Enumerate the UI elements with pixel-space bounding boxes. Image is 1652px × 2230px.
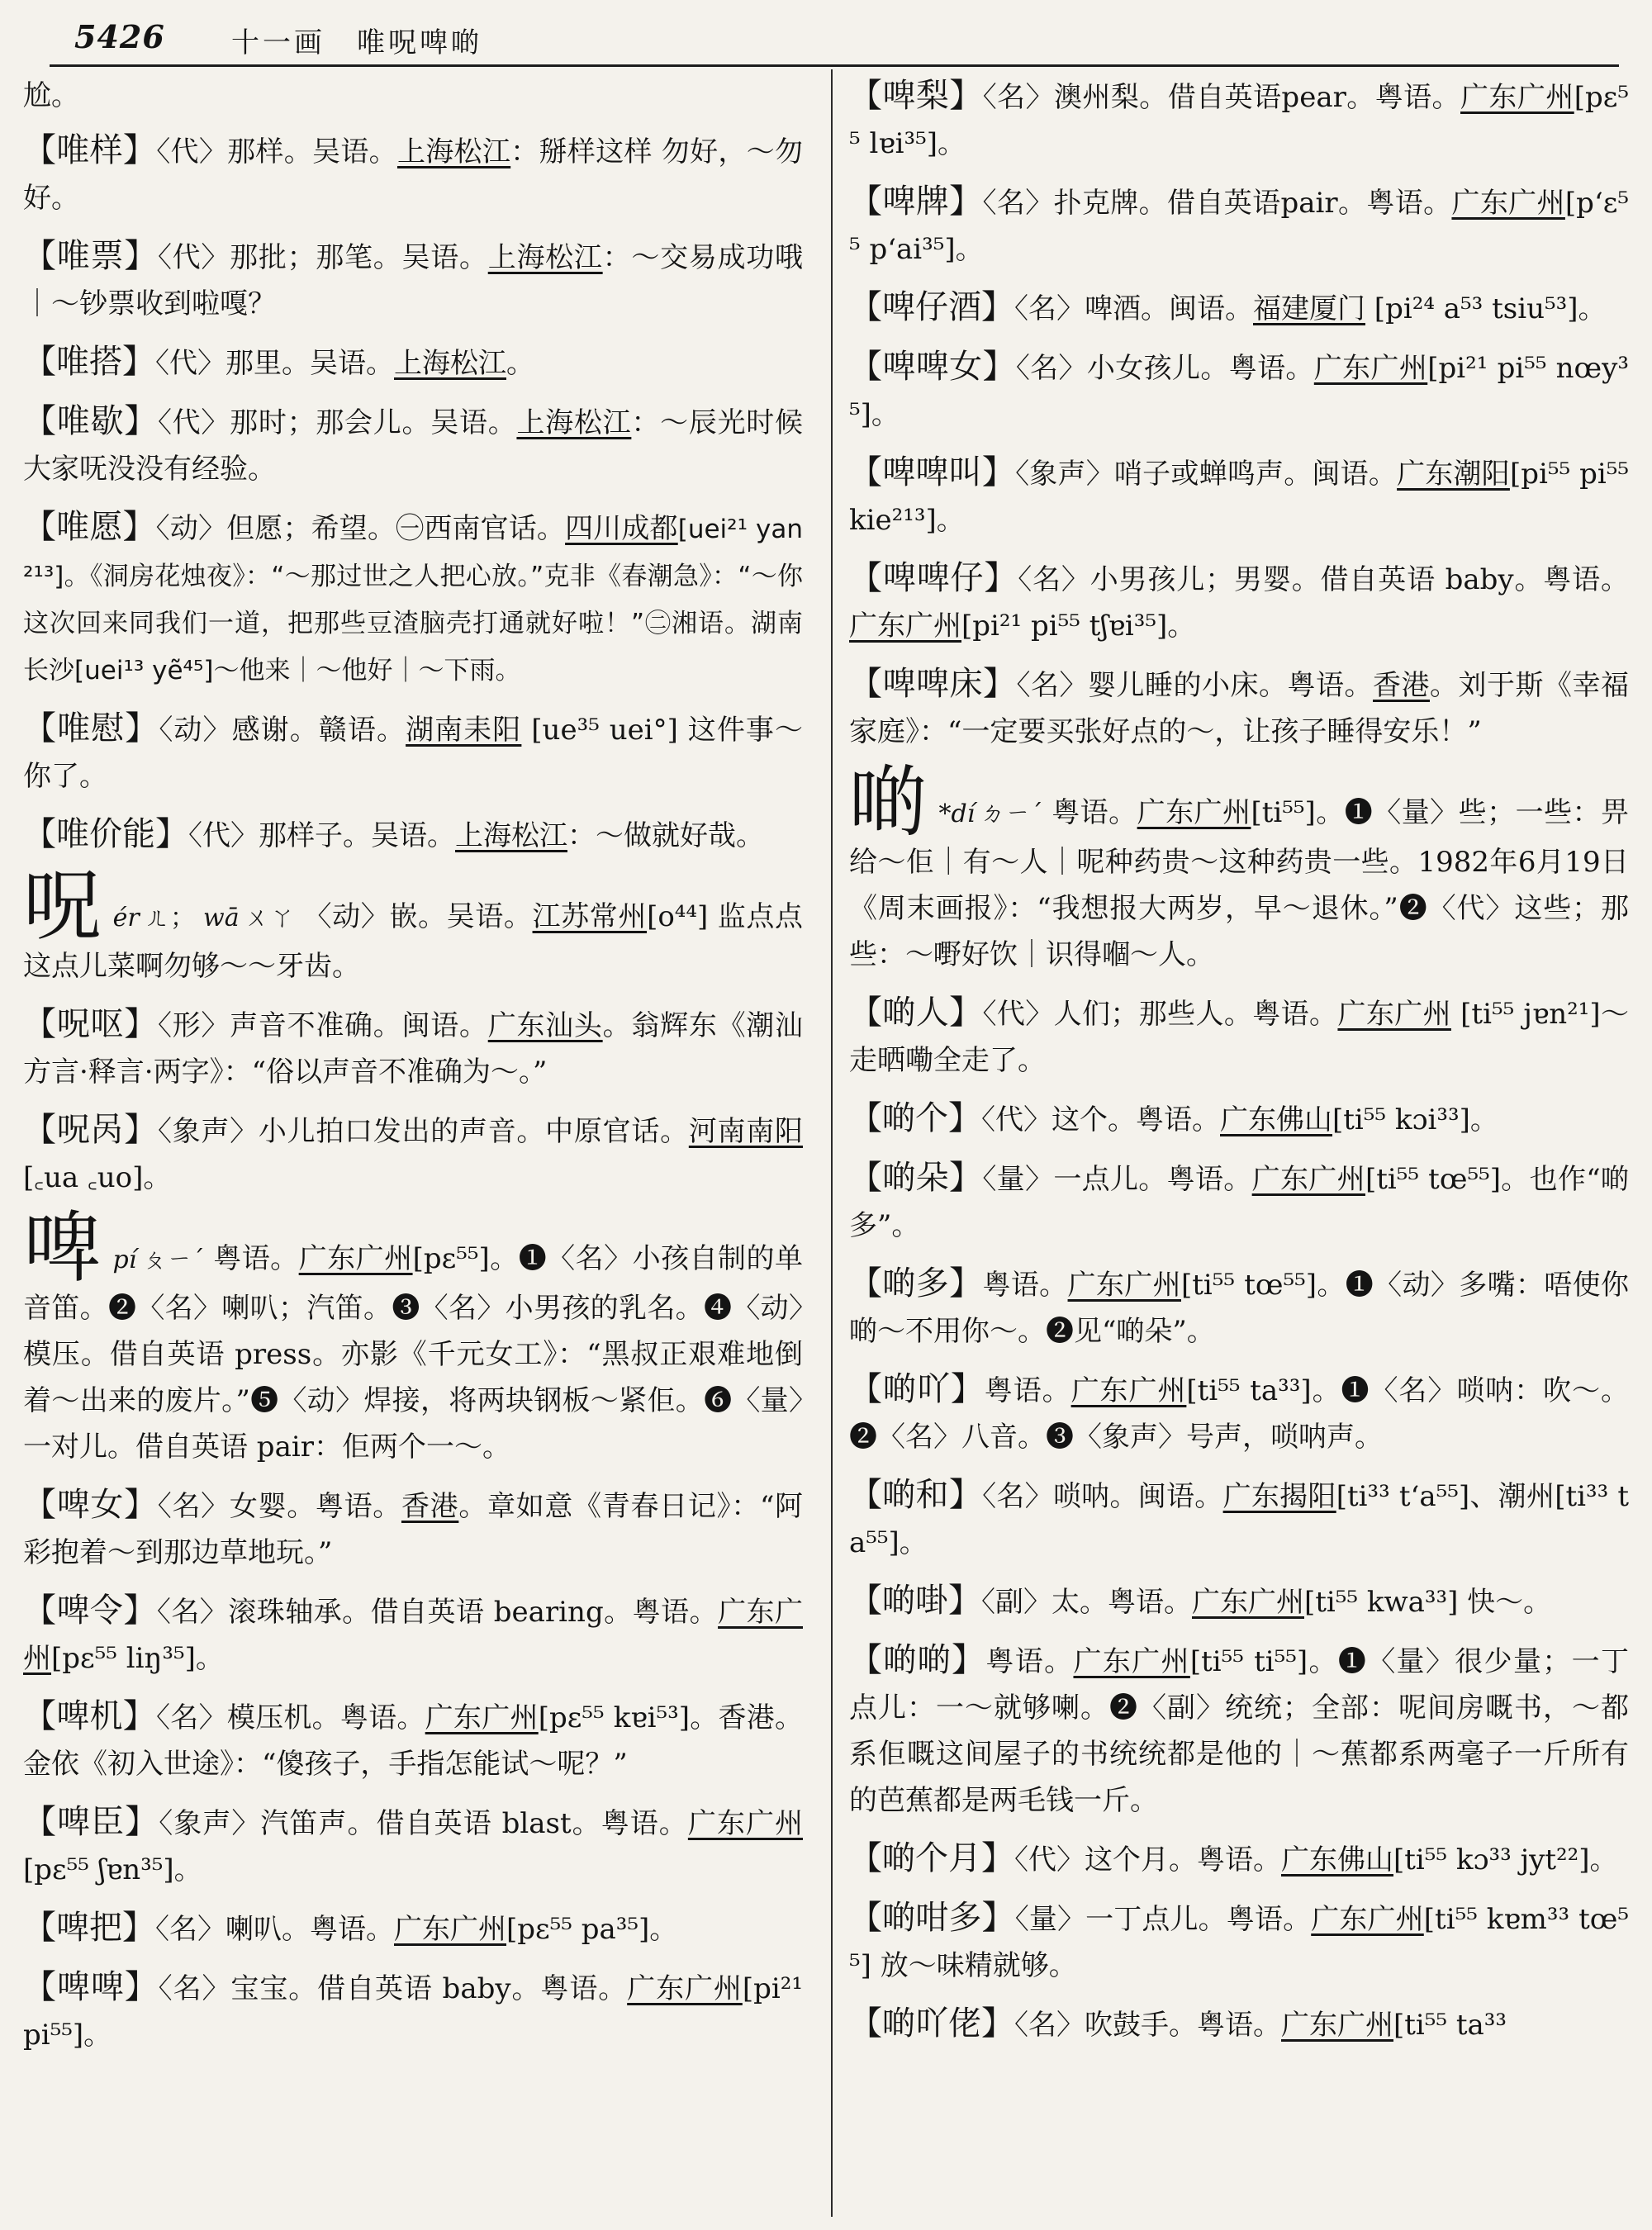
headword: 【啤啤床】 bbox=[849, 665, 1017, 703]
dictionary-entry: 【唯愿】〈动〉但愿；希望。㊀西南官话。四川成都[uei²¹ yan²¹³]。《洞房花烛夜》：“～那过世之人把心放。”克非《春潮急》：“～你这次回来同我们一道，把那些豆渣脑壳打通就好啦！”㊁湘语。湖南长沙[uei¹³ yẽ⁴⁵]～他来｜～他好｜～下雨。 bbox=[23, 508, 804, 686]
headword: 【唯愿】 bbox=[23, 508, 156, 546]
headword: 【唯价能】 bbox=[23, 815, 188, 853]
character-entry: 啲 *dí ㄉㄧˊ 粤语。广东广州[ti⁵⁵]。❶〈量〉些；一些：畀给～佢｜有～人｜呢种药贵～这种药贵一些。1982年6月19日《周末画报》：“我想报大两岁，早～退休。”❷〈代〉这些；那些：～嘢好饮｜识得嗰～人。 bbox=[849, 757, 1630, 971]
character-headword: 呪 bbox=[23, 861, 102, 951]
dictionary-entry: 【啤机】〈名〉模压机。粤语。广东广州[pɛ⁵⁵ kɐi⁵³]。香港。金依《初入世途》：“傻孩子，手指怎能试～呢？” bbox=[23, 1697, 804, 1781]
headword: 【啤啤叫】 bbox=[849, 453, 1016, 491]
zhuyin-alt: ㄨㄚ bbox=[244, 904, 296, 932]
place-name: 广东广州 bbox=[1073, 1645, 1190, 1678]
place-name: 广东广州 bbox=[627, 1972, 743, 2005]
place-name: 四川成都 bbox=[565, 512, 678, 545]
place-name: 广东广州 bbox=[1451, 187, 1565, 220]
headword: 【啲吖】 bbox=[849, 1370, 985, 1408]
page-title: 十一画 唯呪啤啲 bbox=[231, 26, 482, 59]
headword: 【唯搭】 bbox=[23, 343, 155, 381]
headword: 【啤牌】 bbox=[849, 183, 983, 221]
headword: 【啲朵】 bbox=[849, 1159, 983, 1197]
dictionary-entry: 【啤女】〈名〉女婴。粤语。香港。章如意《青春日记》：“阿彩抱着～到那边草地玩。” bbox=[23, 1486, 804, 1569]
headword: 【啲和】 bbox=[849, 1476, 983, 1514]
dictionary-entry: 【唯票】〈代〉那批；那笔。吴语。上海松江：～交易成功哦｜～钞票收到啦嘎？ bbox=[23, 237, 804, 320]
continuation-text: 尬。 bbox=[23, 79, 79, 112]
place-name: 香港 bbox=[401, 1490, 459, 1523]
dictionary-entry: 【啲个】〈代〉这个。粤语。广东佛山[ti⁵⁵ kɔi³³]。 bbox=[849, 1099, 1498, 1137]
place-name: 广东广州 bbox=[1251, 1163, 1365, 1196]
dictionary-entry: 【唯慰】〈动〉感谢。赣语。湖南耒阳 [ue³⁵ uei°] 这件事～你了。 bbox=[23, 709, 804, 793]
place-name: 广东广州 bbox=[394, 1913, 506, 1946]
pinyin-alt: wā bbox=[203, 904, 240, 932]
dictionary-entry: 【唯歇】〈代〉那时；那会儿。吴语。上海松江：～辰光时候大家呒没没有经验。 bbox=[23, 402, 804, 486]
dictionary-entry: 【呪呕】〈形〉声音不准确。闽语。广东汕头。翁辉东《潮汕方言·释言·两字》：“俗以声音不准确为～。” bbox=[23, 1005, 804, 1089]
pinyin: ér bbox=[112, 904, 140, 932]
dictionary-entry: 【啤啤叫】〈象声〉哨子或蝉鸣声。闽语。广东潮阳[pi⁵⁵ pi⁵⁵ kie²¹³]。 bbox=[849, 453, 1630, 537]
headword: 【啤仔酒】 bbox=[849, 288, 1014, 326]
dictionary-entry: 【啤牌】〈名〉扑克牌。借自英语pair。粤语。广东广州[pʻɛ⁵⁵ pʻai³⁵]。 bbox=[849, 183, 1630, 266]
dictionary-entry: 【唯样】〈代〉那样。吴语。上海松江：掰样这样 勿好，～勿好。 bbox=[23, 131, 804, 215]
place-name: 广东汕头 bbox=[487, 1009, 603, 1042]
dictionary-entry: 【啤啤床】〈名〉婴儿睡的小床。粤语。香港。刘于斯《幸福家庭》：“一定要买张好点的～，让孩子睡得安乐！” bbox=[849, 665, 1629, 748]
dictionary-entry: 【啲朵】〈量〉一点儿。粤语。广东广州[ti⁵⁵ tœ⁵⁵]。也作“啲多”。 bbox=[849, 1159, 1630, 1242]
headword: 【啤女】 bbox=[23, 1486, 158, 1524]
dictionary-entry: 【啲啩】〈副〉太。粤语。广东广州[ti⁵⁵ kwa³³] 快～。 bbox=[849, 1582, 1552, 1620]
dictionary-entry: 【啤啤女】〈名〉小女孩儿。粤语。广东广州[pi²¹ pi⁵⁵ nœy³⁵]。 bbox=[849, 348, 1630, 431]
headword: 【啤啤仔】 bbox=[849, 559, 1018, 597]
dictionary-entry: 【啤把】〈名〉喇叭。粤语。广东广州[pɛ⁵⁵ pa³⁵]。 bbox=[23, 1909, 678, 1947]
headword: 【啲个月】 bbox=[849, 1839, 1014, 1877]
dictionary-entry: 【啤仔酒】〈名〉啤酒。闽语。福建厦门 [pi²⁴ a⁵³ tsiu⁵³]。 bbox=[849, 288, 1607, 326]
place-name: 广东广州 bbox=[425, 1701, 539, 1734]
dictionary-entry: 【唯价能】〈代〉那样子。吴语。上海松江：～做就好哉。 bbox=[23, 815, 764, 853]
headword: 【啲多】 bbox=[849, 1264, 983, 1302]
dictionary-entry: 【啤令】〈名〉滚珠轴承。借自英语 bearing。粤语。广东广州[pɛ⁵⁵ liŋ³⁵]。 bbox=[23, 1592, 803, 1675]
place-name: 广东潮阳 bbox=[1397, 458, 1510, 491]
headword: 【啤梨】 bbox=[849, 77, 983, 115]
headword: 【唯歇】 bbox=[23, 402, 158, 440]
place-name: 香港 bbox=[1373, 669, 1430, 702]
dictionary-entry: 【啤啤】〈名〉宝宝。借自英语 baby。粤语。广东广州[pi²¹ pi⁵⁵]。 bbox=[23, 1968, 803, 2052]
place-name: 广东揭阳 bbox=[1222, 1480, 1336, 1513]
dictionary-entry: 【啲啲】粤语。广东广州[ti⁵⁵ ti⁵⁵]。❶〈量〉很少量；一丁点儿：一～就够喇。❷〈副〉统统；全部：呢间房嘅书，～都系佢嘅这间屋子的书统统都是他的｜～蕉都系两毫子一斤所有的芭蕉都是两毛钱一斤。 bbox=[849, 1641, 1630, 1817]
place-name: 广东广州 bbox=[1281, 2009, 1393, 2042]
dictionary-entry: 【啤梨】〈名〉澳州梨。借自英语pear。粤语。广东广州[pɛ⁵⁵ lɐi³⁵]。 bbox=[849, 77, 1629, 160]
place-name: 湖南耒阳 bbox=[406, 714, 522, 747]
headword: 【啤机】 bbox=[23, 1697, 157, 1735]
place-name: 广东广州 bbox=[1337, 998, 1451, 1031]
character-headword: 啲 bbox=[849, 757, 928, 847]
dictionary-entry: 【啤臣】〈象声〉汽笛声。借自英语 blast。粤语。广东广州[pɛ⁵⁵ ʃɐn³⁵]。 bbox=[23, 1803, 803, 1886]
place-name: 福建厦门 bbox=[1253, 292, 1365, 325]
place-name: 广东佛山 bbox=[1220, 1103, 1332, 1136]
headword: 【唯慰】 bbox=[23, 709, 159, 747]
zhuyin: ㄦ； bbox=[144, 904, 196, 932]
dictionary-entry: 【呪呙】〈象声〉小儿拍口发出的声音。中原官话。河南南阳[꜀ua ꜀uo]。 bbox=[23, 1111, 804, 1194]
dictionary-entry: 【啲吖佬】〈名〉吹鼓手。粤语。广东广州[ti⁵⁵ ta³³ bbox=[849, 2005, 1507, 2043]
headword: 【啤啤女】 bbox=[849, 348, 1016, 386]
dictionary-entry: 【啤啤仔】〈名〉小男孩儿；男婴。借自英语 baby。粤语。广东广州[pi²¹ pi⁵⁵ tʃɐi³⁵]。 bbox=[849, 559, 1629, 643]
place-name: 广东广州 bbox=[1070, 1374, 1187, 1407]
right-column bbox=[849, 73, 1629, 2060]
dictionary-entry: 【唯搭】〈代〉那里。吴语。上海松江。 bbox=[23, 343, 534, 381]
left-column bbox=[23, 73, 803, 2070]
place-name: 广东广州 bbox=[687, 1807, 803, 1840]
headword: 【啤啤】 bbox=[23, 1968, 159, 2006]
place-name: 上海松江 bbox=[396, 135, 511, 168]
headword: 【啤把】 bbox=[23, 1909, 155, 1947]
headword: 【啲啲】 bbox=[849, 1641, 986, 1679]
headword: 【啤令】 bbox=[23, 1592, 157, 1630]
headword: 【啲咁多】 bbox=[849, 1899, 1015, 1937]
zhuyin: ㄆㄧˊ bbox=[141, 1245, 206, 1274]
headword: 【唯票】 bbox=[23, 237, 158, 275]
headword: 【啲人】 bbox=[849, 994, 983, 1032]
headword: 【啲个】 bbox=[849, 1099, 981, 1137]
dictionary-entry: 【啲和】〈名〉唢呐。闽语。广东揭阳[ti³³ tʻa⁵⁵]、潮州[ti³³ ta⁵⁵]。 bbox=[849, 1476, 1630, 1559]
header-rule bbox=[50, 64, 1619, 67]
character-entry: 啤pí ㄆㄧˊ 粤语。广东广州[pɛ⁵⁵]。❶〈名〉小孩自制的单音笛。❷〈名〉喇叭；汽笛。❸〈名〉小男孩的乳名。❹〈动〉模压。借自英语 press。亦影《千元女工》：“黑叔正艰难地倒着～出来的废片。”❺〈动〉焊接，将两块钢板～紧佢。❻〈量〉一对儿。借自英语 pair：佢两个一～。 bbox=[23, 1203, 804, 1464]
place-name: 广东广州 bbox=[1192, 1586, 1304, 1619]
headword: 【呪呙】 bbox=[23, 1111, 158, 1149]
dictionary-entry: 【啲人】〈代〉人们；那些人。粤语。广东广州 [ti⁵⁵ jɐn²¹]～走晒嘞全走了。 bbox=[849, 994, 1629, 1077]
place-name: 广东广州 bbox=[1137, 796, 1251, 829]
place-name: 广东广州 bbox=[1067, 1269, 1181, 1302]
headword: 【啲吖佬】 bbox=[849, 2005, 1014, 2043]
headword: 【呪呕】 bbox=[23, 1005, 158, 1043]
place-name: 广东广州 bbox=[1313, 352, 1428, 385]
dictionary-entry: 【啲咁多】〈量〉一丁点儿。粤语。广东广州[ti⁵⁵ kɐm³³ tœ⁵⁵] 放～味精就够。 bbox=[849, 1899, 1630, 1982]
dictionary-entry: 【啲多】粤语。广东广州[ti⁵⁵ tœ⁵⁵]。❶〈动〉多嘴：唔使你啲～不用你～。❷见“啲朵”。 bbox=[849, 1264, 1630, 1348]
pinyin: pí bbox=[112, 1245, 137, 1274]
page-number: 5426 bbox=[74, 18, 165, 55]
place-name: 上海松江 bbox=[394, 347, 506, 380]
page-header bbox=[50, 18, 1619, 64]
column-divider bbox=[831, 69, 833, 2217]
pinyin: *dí bbox=[938, 799, 976, 828]
headword: 【啤臣】 bbox=[23, 1803, 159, 1841]
headword: 【啲啩】 bbox=[849, 1582, 981, 1620]
place-name: 河南南阳 bbox=[688, 1115, 804, 1148]
place-name: 广东广州 bbox=[298, 1242, 413, 1275]
place-name: 上海松江 bbox=[455, 819, 567, 852]
place-name: 江苏常州 bbox=[532, 900, 648, 933]
zhuyin: ㄉㄧˊ bbox=[980, 799, 1044, 828]
place-name: 广东佛山 bbox=[1281, 1843, 1393, 1877]
place-name: 上海松江 bbox=[516, 406, 632, 439]
character-entry: 呪ér ㄦ； wā ㄨㄚ 〈动〉嵌。吴语。江苏常州[o⁴⁴] 监点点这点儿菜啊勿够～～牙齿。 bbox=[23, 861, 804, 983]
place-name: 广东广州 bbox=[1311, 1903, 1424, 1936]
dictionary-entry: 【啲吖】粤语。广东广州[ti⁵⁵ ta³³]。❶〈名〉唢呐：吹～。❷〈名〉八音。❸〈象声〉号声，唢呐声。 bbox=[849, 1370, 1630, 1454]
place-name: 广东广州 bbox=[1460, 81, 1574, 114]
place-name: 上海松江 bbox=[487, 241, 603, 274]
headword: 【唯样】 bbox=[23, 131, 157, 169]
place-name: 广东广州 bbox=[849, 610, 961, 643]
place-name: 广东广州 bbox=[23, 1596, 803, 1675]
dictionary-entry: 【啲个月】〈代〉这个月。粤语。广东佛山[ti⁵⁵ kɔ³³ jyt²²]。 bbox=[849, 1839, 1618, 1877]
character-headword: 啤 bbox=[23, 1203, 102, 1293]
